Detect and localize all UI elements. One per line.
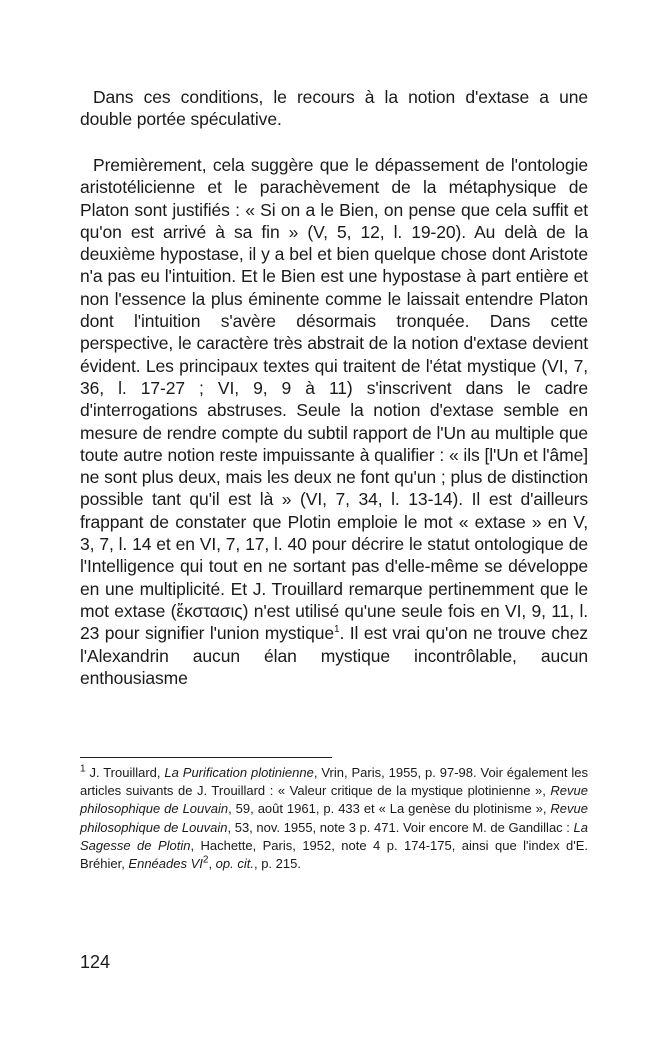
footnote-reference[interactable]: 1 bbox=[334, 624, 340, 636]
footnote-title: Revue philosophique de Louvain bbox=[80, 801, 588, 835]
intro-text: Dans ces conditions, le recours à la notion d'extase a une double portée spéculative. bbox=[80, 87, 588, 130]
footnote-text: , 59, août 1961, p. 433 et « La genèse du plotinisme », bbox=[228, 801, 551, 817]
footnote-superscript: 2 bbox=[202, 854, 209, 866]
footnote-text: , bbox=[208, 856, 216, 872]
intro-paragraph bbox=[80, 86, 588, 131]
footnote-text: , 53, nov. 1955, note 3 p. 471. Voir encore M. de Gandillac : bbox=[227, 819, 574, 835]
footnote-title: La Purification plotinienne bbox=[164, 765, 314, 780]
footnote-text: , Vrin, Paris, 1955, p. 97-98. Voir également les articles suivants de J. Trouillard : « Valeur critique de la mystique plotinienne », bbox=[80, 765, 588, 799]
footnote-title: Ennéades VI bbox=[128, 856, 203, 872]
footnote-text: , p. 215. bbox=[253, 856, 301, 872]
footnote-title: Revue philosophique de Louvain bbox=[80, 783, 588, 817]
main-text-tail: . Il est vrai qu'on ne trouve chez l'Alexandrin aucun élan mystique incontrôlable, aucun enthousiasme bbox=[80, 623, 588, 688]
footnote-text: J. Trouillard, bbox=[85, 765, 165, 780]
footnote-title: op. cit. bbox=[215, 856, 254, 872]
main-text bbox=[80, 154, 588, 689]
footnote-title: La Sagesse de Plotin bbox=[80, 819, 588, 853]
footnote bbox=[80, 764, 588, 873]
footnote-number: 1 bbox=[80, 763, 86, 775]
main-text-body: Premièrement, cela suggère que le dépassement de l'ontologie aristotélicienne et le parachèvement de la métaphysique de Platon sont justifiés : « Si on a le Bien, on pense que cela suffit et qu'on est arrivé à sa fin » (V, 5, 12, l. 19-20). Au delà de la deuxième hypostase, il y a bel et bien quelque chose dont Aristote n'a pas eu l'intuition. Et le Bien est une hypostase à part entière et non l'essence la plus éminente comme le laissait entendre Platon dont l'intuition s'avère désormais tronquée. Dans cette perspective, le caractère très abstrait de la notion d'extase devient évident. Les principaux textes qui traitent de l'état mystique (VI, 7, 36, l. 17-27 ; VI, 9, 9 à 11) s'inscrivent dans le cadre d'interrogations abstruses. Seule la notion d'extase semble en mesure de rendre compte du subtil rapport de l'Un au multiple que toute autre notion reste impuissante à qualifier : « ils [l'Un et l'âme] ne sont plus deux, mais les deux ne font qu'un ; plus de distinction possible tant qu'il est là » (VI, 7, 34, l. 13-14). Il est d'ailleurs frappant de constater que Plotin emploie le mot « extase » en V, 3, 7, l. 14 et en VI, 7, 17, l. 40 pour décrire le statut ontologique de l'Intelligence qui tout en ne sortant pas d'elle-même se développe en une multiplicité. Et J. Trouillard remarque pertinemment que le mot extase (ἔκστασις) n'est utilisé qu'une seule fois en VI, 9, 11, l. 23 pour signifier l'union mystique bbox=[80, 155, 588, 644]
page-number: 124 bbox=[80, 952, 111, 972]
main-paragraph bbox=[80, 154, 588, 689]
footnote-text: , Hachette, Paris, 1952, note 4 p. 174-175, ainsi que l'index d'E. Bréhier, bbox=[80, 837, 589, 872]
footnote-separator bbox=[80, 757, 332, 758]
